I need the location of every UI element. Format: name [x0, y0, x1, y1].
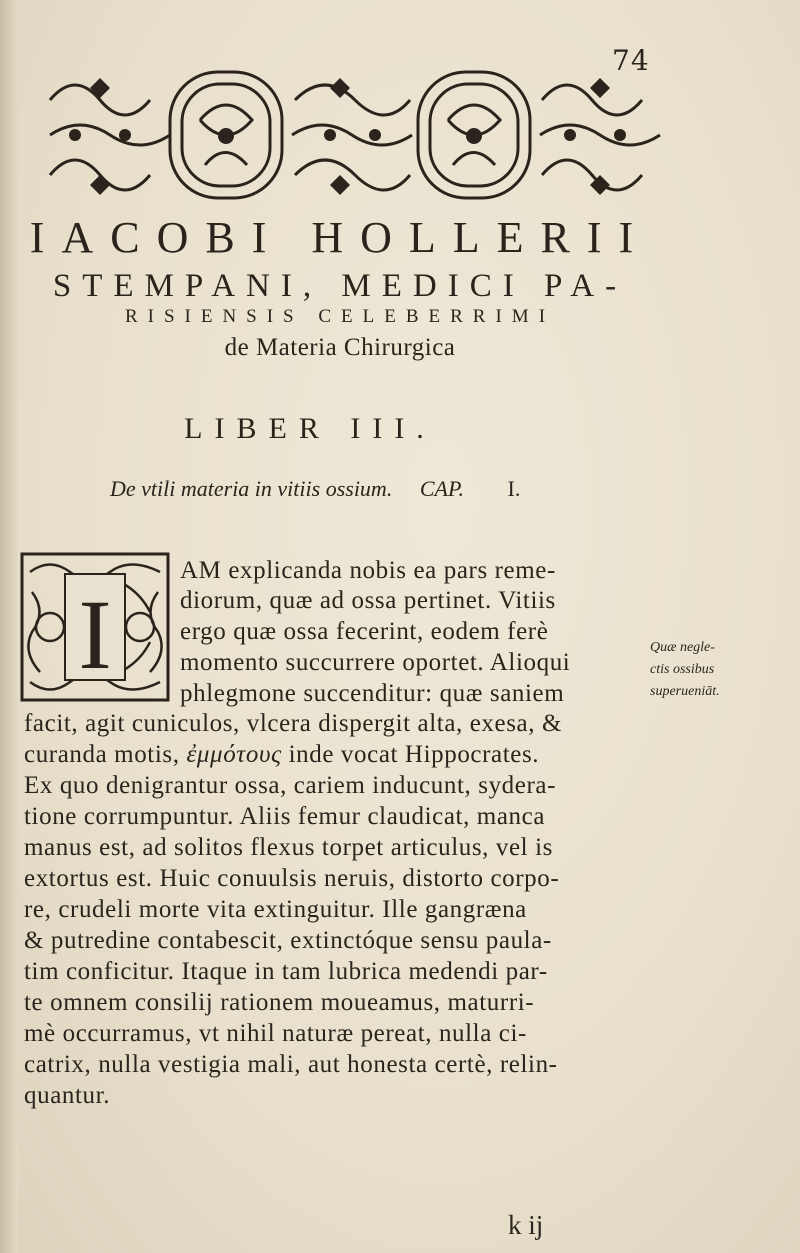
- book-heading: LIBER III.: [184, 412, 436, 445]
- body-line: [24, 740, 539, 770]
- body-line: facit, agit cuniculos, vlcera dispergit alta, exesa, &: [24, 710, 563, 737]
- body-line: catrix, nulla vestigia mali, aut honesta certè, relin-: [24, 1051, 558, 1078]
- body-line: ergo quæ ossa fecerint, eodem ferè: [180, 618, 549, 645]
- body-line: Ex quo denigrantur ossa, cariem inducunt, sydera-: [24, 772, 557, 799]
- body-line: phlegmone succenditur: quæ saniem: [180, 680, 565, 707]
- page-gutter: [0, 0, 18, 1253]
- page-number: 74: [612, 44, 650, 77]
- body-line: manus est, ad solitos flexus torpet articulus, vel is: [24, 834, 553, 861]
- body-line: quantur.: [24, 1082, 111, 1109]
- body-line: tim conficitur. Itaque in tam lubrica medendi par-: [24, 958, 548, 985]
- body-line: momento succurrere oportet. Alioqui: [180, 649, 571, 676]
- body-line: & putredine contabescit, extinctóque sensu paula-: [24, 927, 552, 954]
- greek-word: ἐμμότους: [186, 741, 282, 768]
- body-line: mè occurramus, vt nihil naturæ pereat, nulla ci-: [24, 1020, 527, 1047]
- body-line-end: inde vocat Hippocrates.: [288, 741, 540, 768]
- body-line: extortus est. Huic conuulsis neruis, distorto corpo-: [24, 865, 560, 892]
- signature-mark: k ij: [508, 1210, 544, 1240]
- title-subject: de Materia Chirurgica: [224, 334, 456, 361]
- body-line: diorum, quæ ad ossa pertinet. Vitiis: [180, 587, 556, 614]
- marginal-note-line: Quæ negle-: [650, 640, 715, 655]
- marginal-note-line: superueniāt.: [650, 684, 720, 699]
- body-line: tione corrumpuntur. Aliis femur claudicat, manca: [24, 803, 546, 830]
- title-line-3: RISIENSIS CELEBERRIMI: [124, 306, 556, 327]
- body-line: te omnem consilij rationem moueamus, maturri-: [24, 989, 535, 1016]
- ornamental-headpiece: [30, 60, 670, 210]
- chapter-cap-label: CAP.: [419, 476, 465, 501]
- body-line-start: curanda motis,: [24, 741, 180, 768]
- initial-letter-glyph: I: [78, 579, 112, 690]
- body-line: re, crudeli morte vita extinguitur. Ille gangræna: [24, 896, 527, 923]
- title-author: IACOBI HOLLERII: [29, 213, 651, 262]
- chapter-title: De vtili materia in vitiis ossium.: [110, 476, 393, 501]
- decorated-initial-letter: [20, 552, 170, 702]
- marginal-note-line: ctis ossibus: [650, 662, 715, 677]
- body-line: AM explicanda nobis ea pars reme-: [180, 557, 556, 584]
- chapter-number: I.: [507, 476, 521, 501]
- chapter-heading: [110, 476, 610, 502]
- title-line-2: STEMPANI, MEDICI PA-: [52, 268, 628, 304]
